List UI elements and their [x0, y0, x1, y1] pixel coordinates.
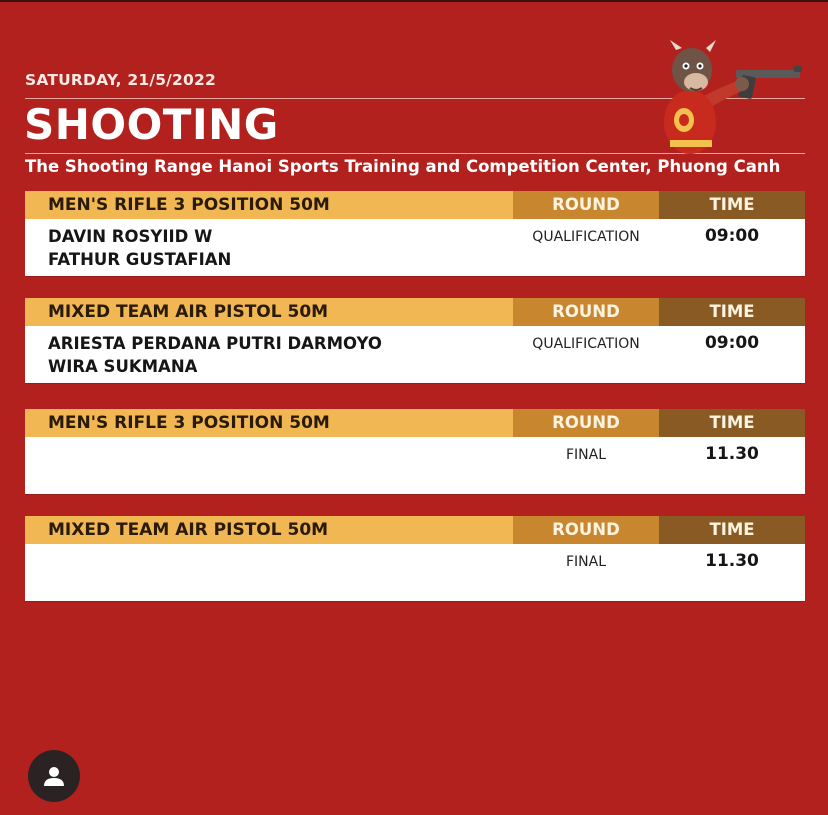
- round-column-header: ROUND: [513, 409, 659, 437]
- event-card-body: [25, 219, 805, 276]
- athlete-list: [25, 437, 513, 494]
- event-card-body: [25, 326, 805, 383]
- athlete-name: DAVIN ROSYIID W: [48, 227, 213, 246]
- time-column-header: TIME: [659, 191, 805, 219]
- round-column-header: ROUND: [513, 516, 659, 544]
- time-value: 09:00: [704, 333, 760, 353]
- athlete-list: [25, 544, 513, 601]
- event-card-header: [25, 191, 805, 219]
- event-card-body: [25, 544, 805, 601]
- round-value: FINAL: [565, 554, 607, 570]
- round-value: FINAL: [565, 447, 607, 463]
- time-column-header: TIME: [659, 298, 805, 326]
- time-column-header: TIME: [659, 516, 805, 544]
- time-value: 11.30: [705, 444, 759, 464]
- round-value: QUALIFICATION: [532, 336, 640, 352]
- event-card-header: [25, 409, 805, 437]
- event-card-body: [25, 437, 805, 494]
- athlete-list: [25, 326, 513, 383]
- event-card: [25, 409, 805, 494]
- event-date: SATURDAY, 21/5/2022: [25, 71, 216, 89]
- venue-text: The Shooting Range Hanoi Sports Training and Competition Center, Phuong Canh: [25, 157, 781, 176]
- round-value: QUALIFICATION: [532, 229, 640, 245]
- mascot-icon: [648, 36, 808, 156]
- time-value: 11.30: [705, 551, 759, 571]
- event-name: MEN'S RIFLE 3 POSITION 50M: [25, 409, 513, 437]
- event-card: [25, 516, 805, 601]
- event-card-header: [25, 298, 805, 326]
- round-column-header: ROUND: [513, 191, 659, 219]
- event-card: [25, 298, 805, 383]
- round-column-header: ROUND: [513, 298, 659, 326]
- account-button[interactable]: [28, 750, 80, 802]
- time-value: 09:00: [704, 226, 760, 246]
- event-card: [25, 191, 805, 276]
- athlete-name: ARIESTA PERDANA PUTRI DARMOYO: [48, 334, 382, 353]
- event-card-header: [25, 516, 805, 544]
- athlete-list: [25, 219, 513, 276]
- time-column-header: TIME: [659, 409, 805, 437]
- event-name: MEN'S RIFLE 3 POSITION 50M: [25, 191, 513, 219]
- event-name: MIXED TEAM AIR PISTOL 50M: [25, 298, 513, 326]
- event-name: MIXED TEAM AIR PISTOL 50M: [25, 516, 513, 544]
- sport-title: SHOOTING: [24, 100, 279, 149]
- athlete-name: WIRA SUKMANA: [48, 357, 198, 376]
- top-edge: [0, 0, 828, 2]
- athlete-name: FATHUR GUSTAFIAN: [48, 250, 232, 269]
- user-icon: [41, 763, 67, 789]
